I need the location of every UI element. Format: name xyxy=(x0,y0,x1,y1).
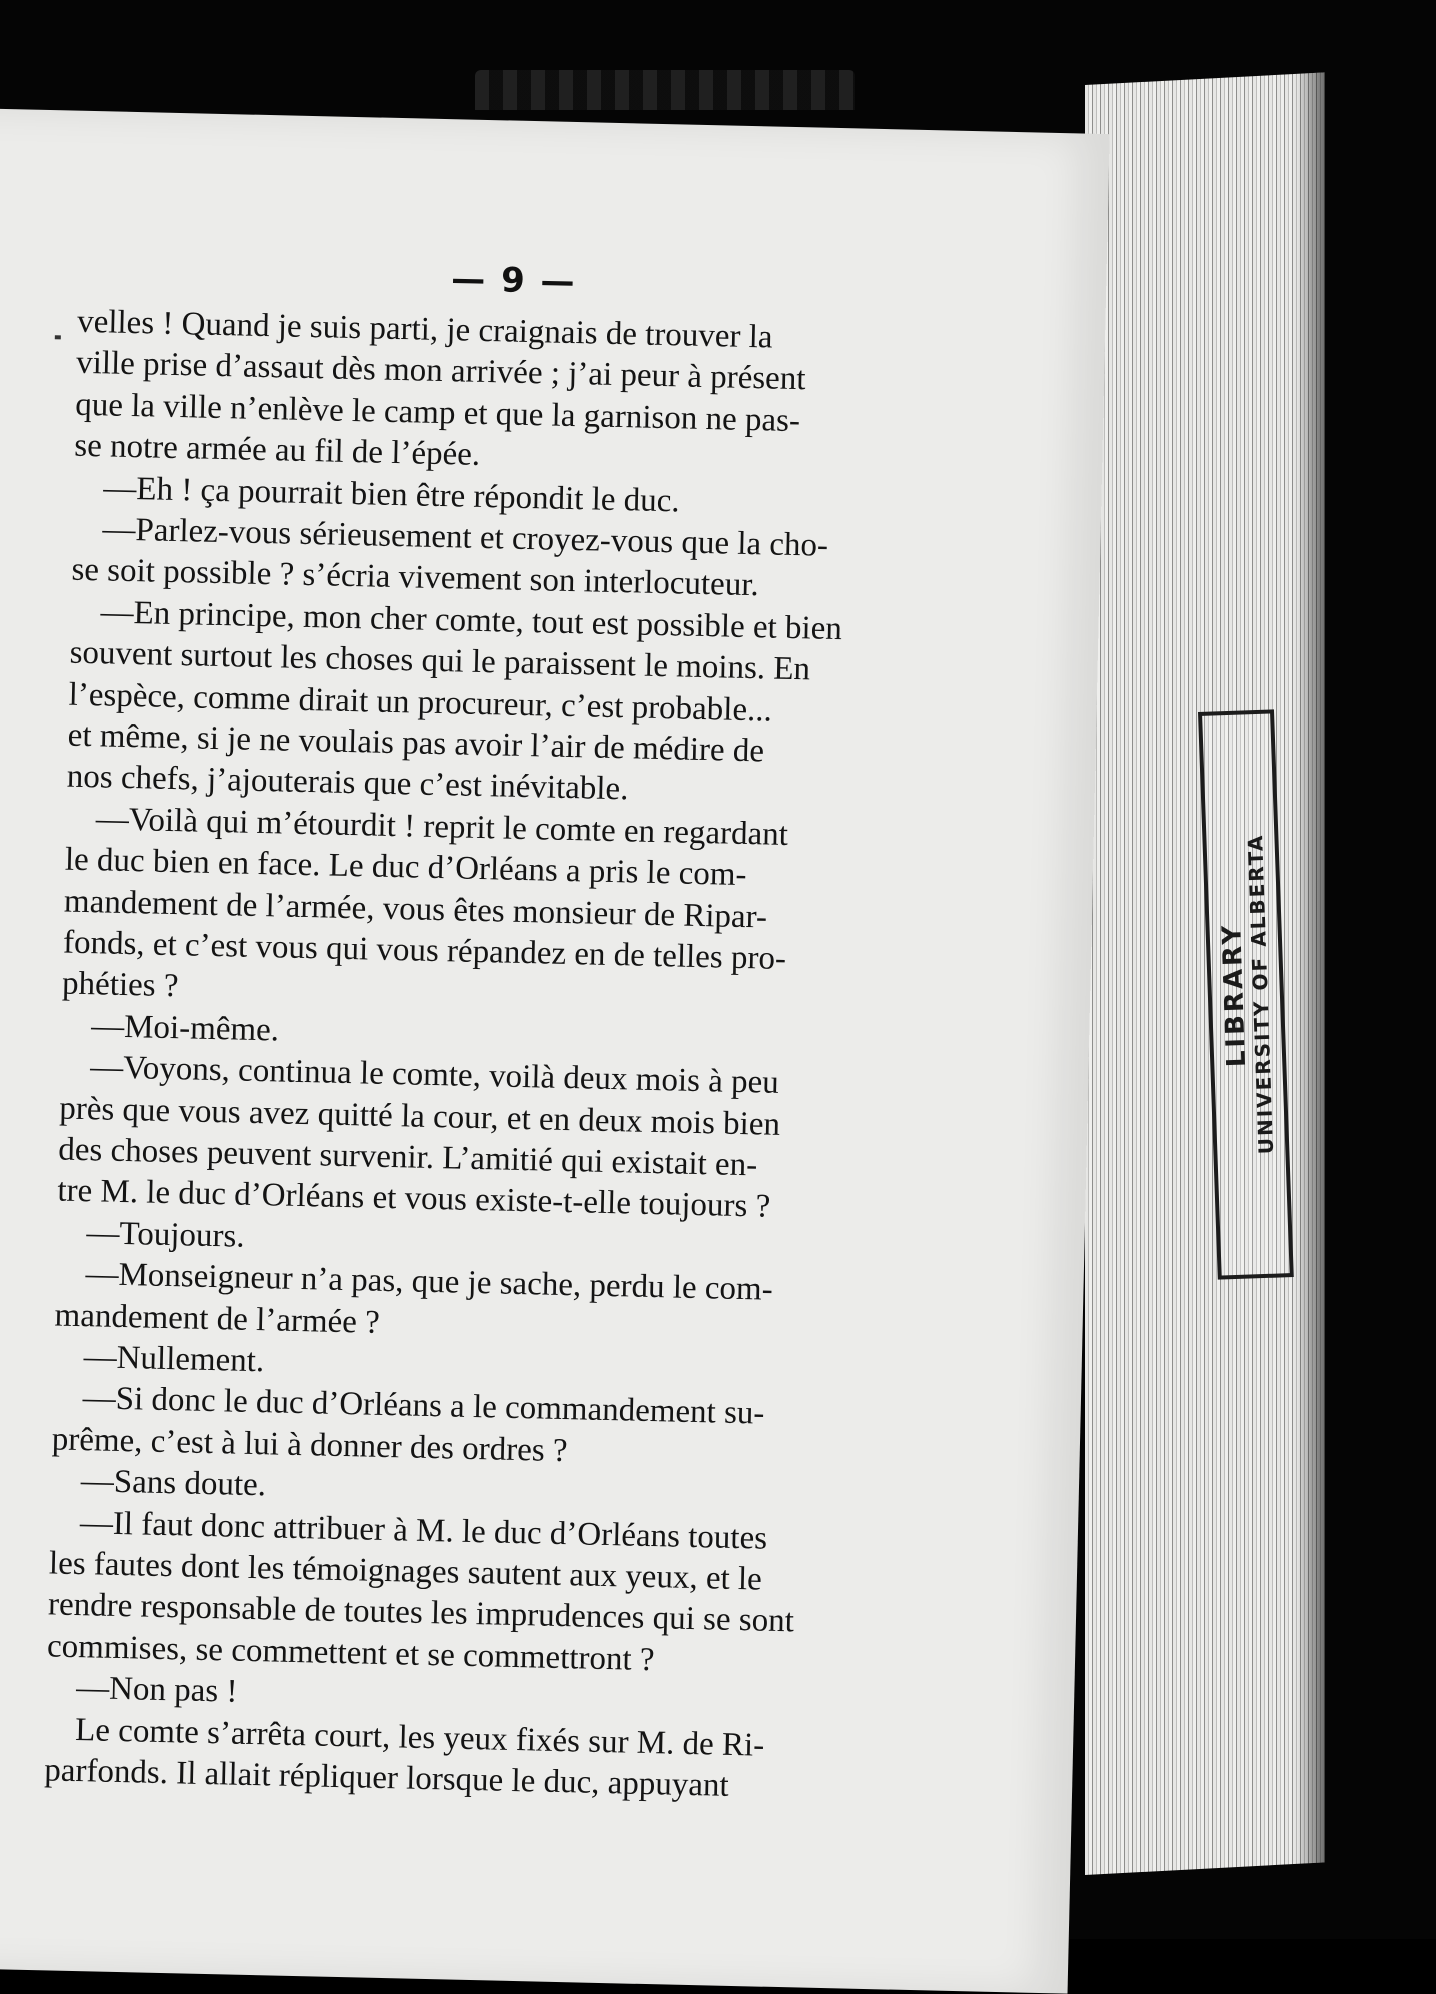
book-fore-edge xyxy=(1085,72,1325,1875)
text-line: —Si donc le duc d’Orléans a le commandement su- xyxy=(82,1380,765,1432)
text-line: et même, si je ne voulais pas avoir l’air de médire de xyxy=(67,717,765,770)
text-line: les fautes dont les témoignages sautent aux yeux, et le xyxy=(48,1545,763,1598)
page-speck xyxy=(55,335,61,339)
stamp-library-label: LIBRARY xyxy=(1217,922,1253,1068)
text-line: tre M. le duc d’Orléans et vous existe-t-elle toujours ? xyxy=(57,1172,771,1226)
text-line: parfonds. Il allait répliquer lorsque le duc, appuyant xyxy=(43,1752,730,1804)
text-line: —Moi-même. xyxy=(90,1008,280,1049)
text-line: des choses peuvent survenir. L’amitié qui existait en- xyxy=(57,1131,758,1184)
text-line: —Monseigneur n’a pas, que je sache, perdu le com- xyxy=(85,1256,774,1308)
text-line: souvent surtout les choses qui le paraissent le moins. En xyxy=(69,634,811,688)
text-line: —Eh ! ça pourrait bien être répondit le duc. xyxy=(103,469,681,520)
text-line: —Nullement. xyxy=(83,1339,265,1380)
page-number: — 9 — xyxy=(450,259,578,303)
text-line: —Non pas ! xyxy=(75,1670,238,1710)
text-line: velles ! Quand je suis parti, je craignais de trouver la xyxy=(76,303,773,356)
text-line: prême, c’est à lui à donner des ordres ? xyxy=(51,1421,568,1469)
text-line: —En principe, mon cher comte, tout est possible et bien xyxy=(100,594,843,647)
library-stamp-text xyxy=(1215,833,1277,1155)
page-text-block xyxy=(43,111,1012,1804)
book-top-edge xyxy=(475,70,855,110)
stamp-university-label: UNIVERSITY OF ALBERTA xyxy=(1242,833,1278,1155)
text-line: —Toujours. xyxy=(86,1214,245,1255)
text-line: fonds, et c’est vous qui vous répandez en de telles pro- xyxy=(62,924,787,977)
text-line: près que vous avez quitté la cour, et en deux mois bien xyxy=(58,1090,781,1143)
text-line: mandement de l’armée, vous êtes monsieur de Ripar- xyxy=(63,883,768,936)
text-line: l’espèce, comme dirait un procureur, c’est probable... xyxy=(68,676,773,729)
text-line: se notre armée au fil de l’épée. xyxy=(73,427,481,474)
text-line: mandement de l’armée ? xyxy=(54,1297,381,1341)
text-line: —Sans doute. xyxy=(80,1463,267,1504)
text-line: se soit possible ? s’écria vivement son interlocuteur. xyxy=(71,552,760,604)
text-line: —Voilà qui m’étourdit ! reprit le comte en regardant xyxy=(95,801,789,853)
text-line: phéties ? xyxy=(61,965,179,1005)
text-line: Le comte s’arrêta court, les yeux fixés sur M. de Ri- xyxy=(74,1711,765,1764)
text-line: —Parlez-vous sérieusement et croyez-vous que la cho- xyxy=(102,511,829,564)
text-line: —Il faut donc attribuer à M. le duc d’Orléans toutes xyxy=(79,1504,768,1557)
text-line: nos chefs, j’ajouterais que c’est inévitable. xyxy=(66,758,629,808)
text-line: —Voyons, continua le comte, voilà deux mois à peu xyxy=(89,1049,780,1102)
text-line: le duc bien en face. Le duc d’Orléans a pris le com- xyxy=(64,841,747,894)
text-line: que la ville n’enlève le camp et que la garnison ne pas- xyxy=(74,386,801,439)
page-sheet xyxy=(0,108,1110,1994)
text-line: rendre responsable de toutes les imprudences qui se sont xyxy=(47,1586,795,1640)
text-line: commises, se commettent et se commettront ? xyxy=(46,1628,655,1678)
text-line: ville prise d’assaut dès mon arrivée ; j’ai peur à présent xyxy=(75,345,806,398)
